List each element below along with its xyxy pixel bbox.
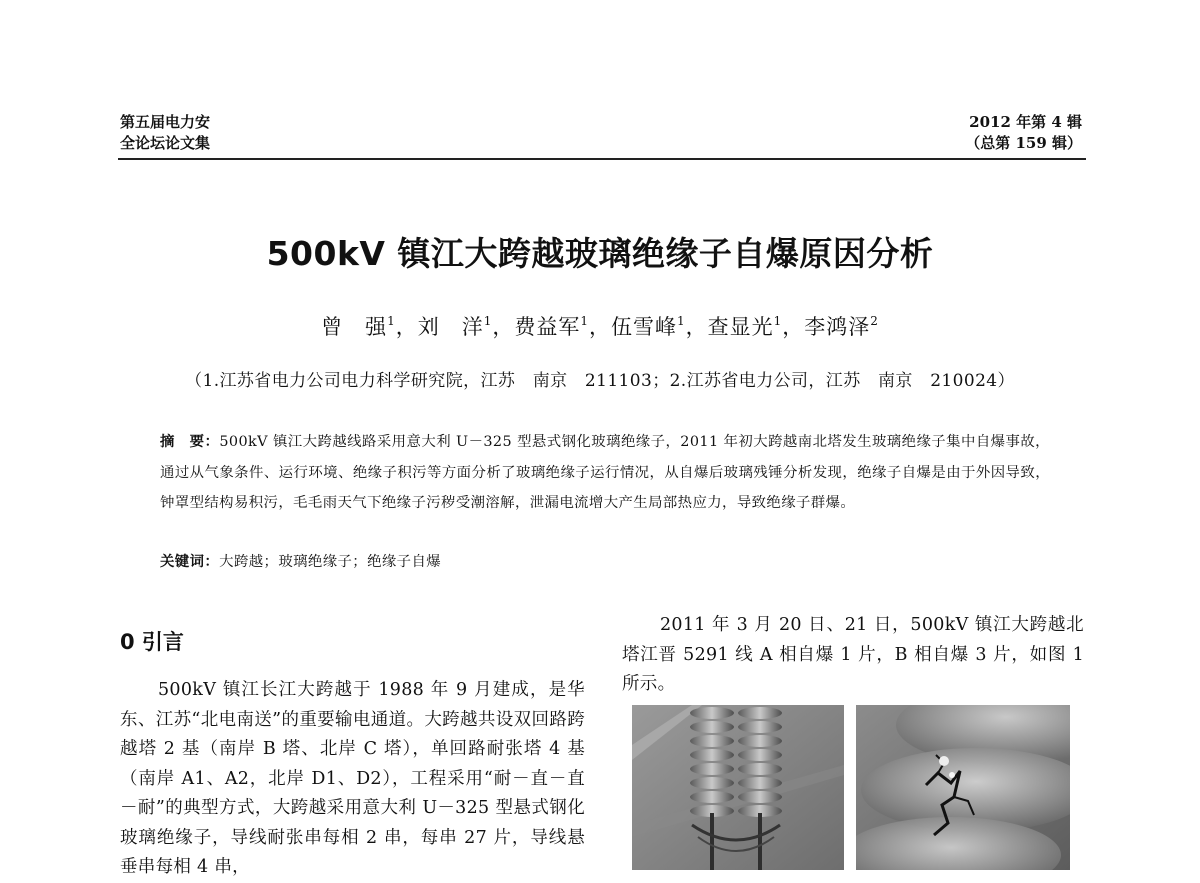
author-separator: ， <box>685 315 708 339</box>
author-separator: ， <box>492 315 515 339</box>
author-separator: ， <box>782 315 805 339</box>
paper-title: 500kV 镇江大跨越玻璃绝缘子自爆原因分析 <box>266 234 934 273</box>
keywords-text: 大跨越；玻璃绝缘子；绝缘子自爆 <box>219 554 442 570</box>
author-name: 李鸿泽 <box>804 315 871 339</box>
author-name: 费益军 <box>514 315 581 339</box>
section-heading: 0 引言 <box>120 630 184 654</box>
keywords-label: 关键词： <box>160 553 220 570</box>
author-affiliation-mark: 1 <box>483 314 493 328</box>
left-column <box>120 676 585 883</box>
author-affiliation-mark: 2 <box>870 314 879 328</box>
author-affiliation-mark: 1 <box>677 314 686 328</box>
author-affiliation-mark: 1 <box>387 314 396 328</box>
author-list <box>0 311 1200 341</box>
left-paragraph: 500kV 镇江长江大跨越于 1988 年 9 月建成，是华东、江苏“北电南送”的重要输电通道。大跨越共设双回路跨越塔 2 基（南岸 B 塔、北岸 C 塔），单回路耐张塔 4 基（南岸 A1、A2，北岸 D1、D2），工程采用“耐－直－直－耐”的典型方式，大跨越采用意大利 U－325 型悬式钢化玻璃绝缘子，导线耐张串每相 2 串，每串 27 片，导线悬垂串每相 4 串， <box>120 680 585 877</box>
issue-number: 2012 年第 4 辑 <box>969 113 1082 131</box>
author-name: 查显光 <box>707 315 774 339</box>
author-name: 曾 强 <box>321 315 388 339</box>
abstract-label: 摘 要： <box>160 433 220 450</box>
broken-disc-image <box>856 705 1070 870</box>
keywords <box>160 550 1050 571</box>
author-name: 刘 洋 <box>417 315 484 339</box>
journal-name-line1: 第五届电力安 <box>120 113 211 131</box>
journal-name-line2: 全论坛论文集 <box>120 134 211 152</box>
affiliation: （1.江苏省电力公司电力科学研究院，江苏 南京 211103；2.江苏省电力公司，江苏 南京 210024） <box>185 371 1015 391</box>
author-affiliation-mark: 1 <box>580 314 589 328</box>
insulator-string-image <box>632 705 844 870</box>
abstract <box>160 427 1050 519</box>
figure-photo-insulator-string <box>632 705 844 870</box>
abstract-text: 500kV 镇江大跨越线路采用意大利 U－325 型悬式钢化玻璃绝缘子，2011 年初大跨越南北塔发生玻璃绝缘子集中自爆事故，通过从气象条件、运行环境、绝缘子积污等方面分析了玻璃绝缘子运行情况，从自爆后玻璃残锤分析发现，绝缘子自爆是由于外因导致，钟罩型结构易积污，毛毛雨天气下绝缘子污秽受潮溶解，泄漏电流增大产生局部热应力，导致绝缘子群爆。 <box>160 434 1050 511</box>
right-paragraph: 2011 年 3 月 20 日、21 日，500kV 镇江大跨越北塔江晋 5291 线 A 相自爆 1 片，B 相自爆 3 片，如图 1 所示。 <box>622 615 1084 694</box>
header-rule <box>118 158 1086 160</box>
journal-header-left <box>120 112 210 154</box>
right-column <box>622 611 1084 700</box>
figure-photo-broken-disc <box>856 705 1070 870</box>
author-affiliation-mark: 1 <box>773 314 783 328</box>
issue-total: （总第 159 辑） <box>965 134 1082 152</box>
author-separator: ， <box>589 315 611 339</box>
journal-header-right <box>965 112 1082 154</box>
author-name: 伍雪峰 <box>611 315 677 339</box>
author-separator: ， <box>395 315 418 339</box>
